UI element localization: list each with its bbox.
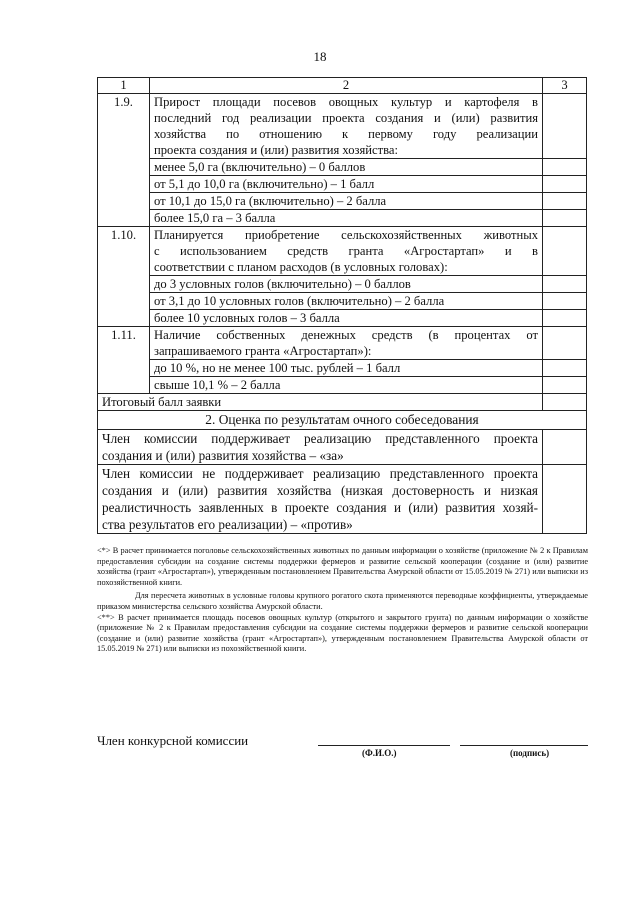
score-cell — [543, 94, 587, 159]
criterion-number: 1.10. — [98, 227, 150, 327]
signature-caption: (подпись) — [510, 748, 550, 758]
option-row — [98, 377, 587, 394]
column-header: 1 — [98, 78, 150, 94]
option-text: менее 5,0 га (включительно) – 0 баллов — [150, 159, 543, 176]
score-cell — [543, 176, 587, 193]
option-text: от 10,1 до 15,0 га (включительно) – 2 балла — [150, 193, 543, 210]
vote-for-mark-cell — [543, 430, 587, 465]
column-header: 3 — [543, 78, 587, 94]
footnote: <**> В расчет принимается площадь посевов овощных культур (открытого и закрытого грунта) по данным информации о хозяйстве (приложение № 2 к Правилам предоставления субсидии на создание системы поддержки фермеров и развитие сельской кооперации (создание и (или) развитие хозяйства (грант «Агростартап»), утвержденным постановлением Правительства Амурской области от 15.05.2019 № 271) или выписки из похозяйственной книги. — [97, 612, 588, 654]
score-cell — [543, 293, 587, 310]
score-cell — [543, 210, 587, 227]
vote-against-line: реалистичность заявленных в проекте создания и (или) развития хозяй- — [102, 500, 538, 515]
criterion-row — [98, 227, 587, 276]
vote-against-text — [98, 465, 543, 534]
option-row — [98, 276, 587, 293]
option-text: от 3,1 до 10 условных голов (включительно) – 2 балла — [150, 293, 543, 310]
score-cell — [543, 159, 587, 176]
option-row — [98, 176, 587, 193]
signature-line — [460, 745, 588, 746]
option-row — [98, 159, 587, 176]
criterion-text — [150, 94, 543, 159]
section-title: 2. Оценка по результатам очного собеседования — [98, 411, 587, 430]
option-text: до 3 условных голов (включительно) – 0 баллов — [150, 276, 543, 293]
criterion-line: с использованием средств гранта «Агростартап» и в — [154, 244, 538, 258]
vote-for-line: Член комиссии поддерживает реализацию представленного проекта — [102, 431, 538, 446]
fio-caption: (Ф.И.О.) — [362, 748, 397, 758]
option-row — [98, 210, 587, 227]
column-header: 2 — [150, 78, 543, 94]
criterion-line: Наличие собственных денежных средств (в процентах от — [154, 328, 538, 342]
vote-against-line: создания и (или) развития хозяйства (низкая достоверность и низкая — [102, 483, 538, 498]
total-score-cell — [543, 394, 587, 411]
criterion-line: запрашиваемого гранта «Агростартап»): — [154, 344, 372, 358]
criterion-row — [98, 94, 587, 159]
criterion-text — [150, 327, 543, 360]
option-text: более 15,0 га – 3 балла — [150, 210, 543, 227]
signature-label: Член конкурсной комиссии — [97, 733, 249, 748]
fio-line — [318, 745, 450, 746]
score-cell — [543, 360, 587, 377]
criterion-line: Прирост площади посевов овощных культур и картофеля в — [154, 95, 538, 109]
criterion-row — [98, 327, 587, 360]
criterion-line: проекта создания и (или) развития хозяйства: — [154, 143, 398, 157]
criterion-line: хозяйства по отношению к первому году реализации — [154, 127, 538, 141]
score-cell — [543, 227, 587, 276]
option-row — [98, 310, 587, 327]
vote-against-row — [98, 465, 587, 534]
option-row — [98, 360, 587, 377]
option-text: от 5,1 до 10,0 га (включительно) – 1 балл — [150, 176, 543, 193]
option-text: свыше 10,1 % – 2 балла — [150, 377, 543, 394]
criterion-number: 1.11. — [98, 327, 150, 394]
option-row — [98, 193, 587, 210]
score-cell — [543, 327, 587, 360]
page-number: 18 — [313, 49, 327, 64]
vote-for-line: создания и (или) развития хозяйства – «за» — [102, 448, 344, 463]
section-title-row — [98, 411, 587, 430]
criterion-line: Планируется приобретение сельскохозяйственных животных — [154, 228, 538, 242]
vote-against-line: Член комиссии не поддерживает реализацию представленного проекта — [102, 466, 538, 481]
criterion-line: последний год реализации проекта создания и (или) развития — [154, 111, 538, 125]
option-text: до 10 %, но не менее 100 тыс. рублей – 1 балл — [150, 360, 543, 377]
vote-against-mark-cell — [543, 465, 587, 534]
score-cell — [543, 377, 587, 394]
option-row — [98, 293, 587, 310]
score-table — [97, 77, 587, 534]
vote-against-line: ства результатов его реализации) – «против» — [102, 517, 353, 532]
criterion-text — [150, 227, 543, 276]
vote-for-text — [98, 430, 543, 465]
option-text: более 10 условных голов – 3 балла — [150, 310, 543, 327]
footnote: Для пересчета животных в условные головы крупного рогатого скота применяются переводные коэффициенты, утверждаемые приказом министерства сельского хозяйства Амурской области. — [97, 591, 588, 611]
vote-for-row — [98, 430, 587, 465]
score-cell — [543, 310, 587, 327]
footnotes — [97, 546, 588, 655]
score-cell — [543, 276, 587, 293]
criterion-line: соответствии с планом расходов (в условных головах): — [154, 260, 448, 274]
score-cell — [543, 193, 587, 210]
total-label: Итоговый балл заявки — [98, 394, 543, 411]
footnote: <*> В расчет принимается поголовье сельскохозяйственных животных по данным информации о хозяйстве (приложение № 2 к Правилам предоставления субсидии на создание системы поддержки фермеров и развитие сельской кооперации (создание и (или) развитие хозяйства (грант «Агростартап»), утвержденным постановлением Правительства Амурской области от 15.05.2019 № 271) или выписки из похозяйственной книги. — [97, 546, 588, 587]
criterion-number: 1.9. — [98, 94, 150, 227]
table-header-row — [98, 78, 587, 94]
total-row — [98, 394, 587, 411]
